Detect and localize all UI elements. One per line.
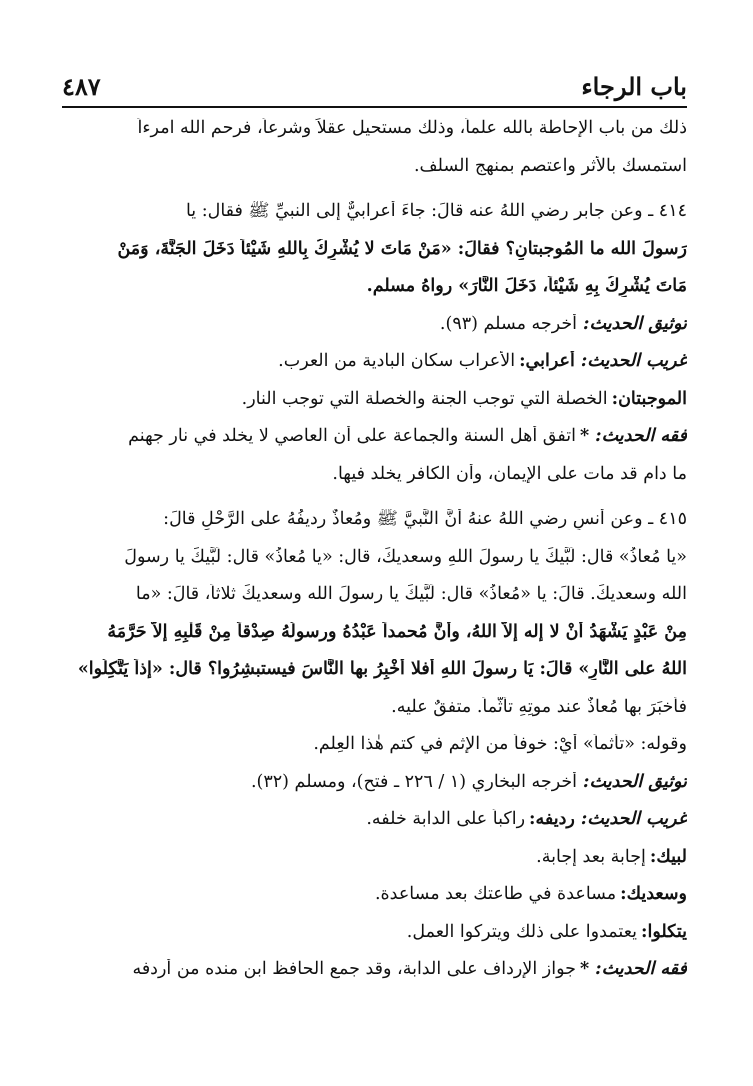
gharib-line [62, 389, 687, 410]
gharib-label: غريب الحديث: [580, 809, 687, 829]
page-number: ٤٨٧ [62, 72, 101, 101]
gharib-text: إجابة بعد إجابة. [536, 846, 646, 867]
gharib-line [62, 847, 687, 868]
gharib-text: راكباً على الدابة خلفه. [366, 809, 526, 829]
term-arabi: أعرابي: [519, 351, 575, 371]
term-labbayk: لبيك: [649, 846, 687, 867]
fiqh-line [62, 426, 687, 447]
text-line: استمسك بالأثر واعتصم بمنهج السلف. [413, 155, 687, 176]
page-body [62, 118, 687, 997]
chapter-title: باب الرجاء [581, 72, 687, 101]
hadith-415-line: الله وسعديكَ. قالَ: يا «مُعاذُ» قال: لَبَّيكَ يا رسولَ الله وسعديكَ ثلاثاً، قالَ: «ما [135, 584, 687, 604]
hadith-414-line: مَاتَ يُشْرِكُ بِهِ شَيْئاً، دَخَلَ النَّارَ» رواهُ مسلم. [366, 276, 687, 296]
term-mujibatan: الموجبتان: [611, 388, 687, 409]
gharib-line [62, 809, 687, 830]
tawthiq-label: توثيق الحديث: [583, 771, 687, 792]
hadith-414-line: ٤١٤ ـ وعن جابر رضي اللهُ عنه قالَ: جاءَ أعرابيٌّ إلى النبيِّ ﷺ فقال: يا [185, 201, 687, 221]
tawthiq-label: توثيق الحديث: [583, 313, 687, 334]
star-mark: * [579, 426, 590, 446]
term-sadayk: وسعديك: [620, 884, 687, 904]
hadith-415-line: «يا مُعاذُ» قال: لَبَّيكَ يا رسولَ اللهِ وسعديكَ، قال: «يا مُعاذُ» قال: لَبَّيكَ يا رسولَ [124, 546, 687, 567]
gharib-label: غريب الحديث: [580, 351, 687, 371]
fiqh-label: فقه الحديث: [595, 426, 687, 446]
hadith-415-line: فأخبَرَ بها مُعاذٌ عند موتِهِ تأثُّماً. متفقٌ عليه. [391, 696, 687, 717]
term-radifuhu: رديفه: [529, 809, 575, 829]
fiqh-line [62, 959, 687, 980]
page-header [62, 70, 687, 108]
star-mark: * [579, 959, 590, 979]
gharib-line [62, 922, 687, 943]
hadith-415-line: ٤١٥ ـ وعن أنسٍ رضي اللهُ عنهُ أنَّ النَّبيَّ ﷺ ومُعاذٌ رديفُهُ على الرَّحْلِ قالَ: [163, 509, 687, 529]
gharib-text: يعتمدوا على ذلك ويتركوا العمل. [406, 921, 638, 942]
hadith-415-line: اللهُ على النَّارِ» قالَ: يَا رسولَ اللهِ أفلا أُخْبِرُ بها النَّاسَ فيستبشِرُوا؟ قال: «إذاً يَتَّكِلُوا» [77, 659, 687, 679]
gharib-text: الأعراب سكان البادية من العرب. [278, 351, 516, 371]
fiqh-line: ما دام قد مات على الإيمان، وأن الكافر يخلد فيها. [332, 463, 687, 484]
fiqh-text: اتفق أهل السنة والجماعة على أن العاصي لا يخلد في نار جهنم [128, 426, 576, 446]
text-line: ذلك من باب الإحاطة بالله علماً، وذلك مستحيل عقلاً وشرعاً، فرحم الله امرءاً [137, 118, 687, 138]
gharib-text: الخصلة التي توجب الجنة والخصلة التي توجب النار. [241, 388, 608, 409]
term-yattakilu: يتكلوا: [641, 921, 687, 942]
tawthiq-line [62, 772, 687, 793]
tawthiq-text: أخرجه مسلم (٩٣). [439, 313, 578, 334]
tawthiq-text: أخرجه البخاري (١ / ٢٢٦ ـ فتح)، ومسلم (٣٢). [250, 771, 578, 792]
fiqh-text: جواز الإرداف على الدابة، وقد جمع الحافظ ابن منده من أردفه [132, 959, 576, 979]
fiqh-label: فقه الحديث: [595, 959, 687, 979]
tawthiq-line [62, 314, 687, 335]
gharib-line [62, 884, 687, 905]
gharib-text: مساعدة في طاعتك بعد مساعدة. [374, 884, 617, 904]
commentary-line: وقوله: «تأثماً» أيْ: خوفاً من الإثم في كتم هٰذا العِلم. [313, 734, 687, 754]
gharib-line [62, 351, 687, 372]
hadith-415-line: مِنْ عَبْدٍ يَشْهَدُ أنْ لا إله إلاّ اللهُ، وأنَّ مُحمداً عَبْدُهُ ورسولُهُ صِدْقاً مِنْ قَلْبِهِ إلاّ حَرَّمَهُ [107, 621, 687, 642]
hadith-414-line: رَسولَ الله ما المُوجبتانِ؟ فقالَ: «مَنْ مَاتَ لا يُشْرِكُ بِاللهِ شَيْئاً دَخَلَ الجَنَّةَ، وَمَنْ [117, 238, 687, 259]
